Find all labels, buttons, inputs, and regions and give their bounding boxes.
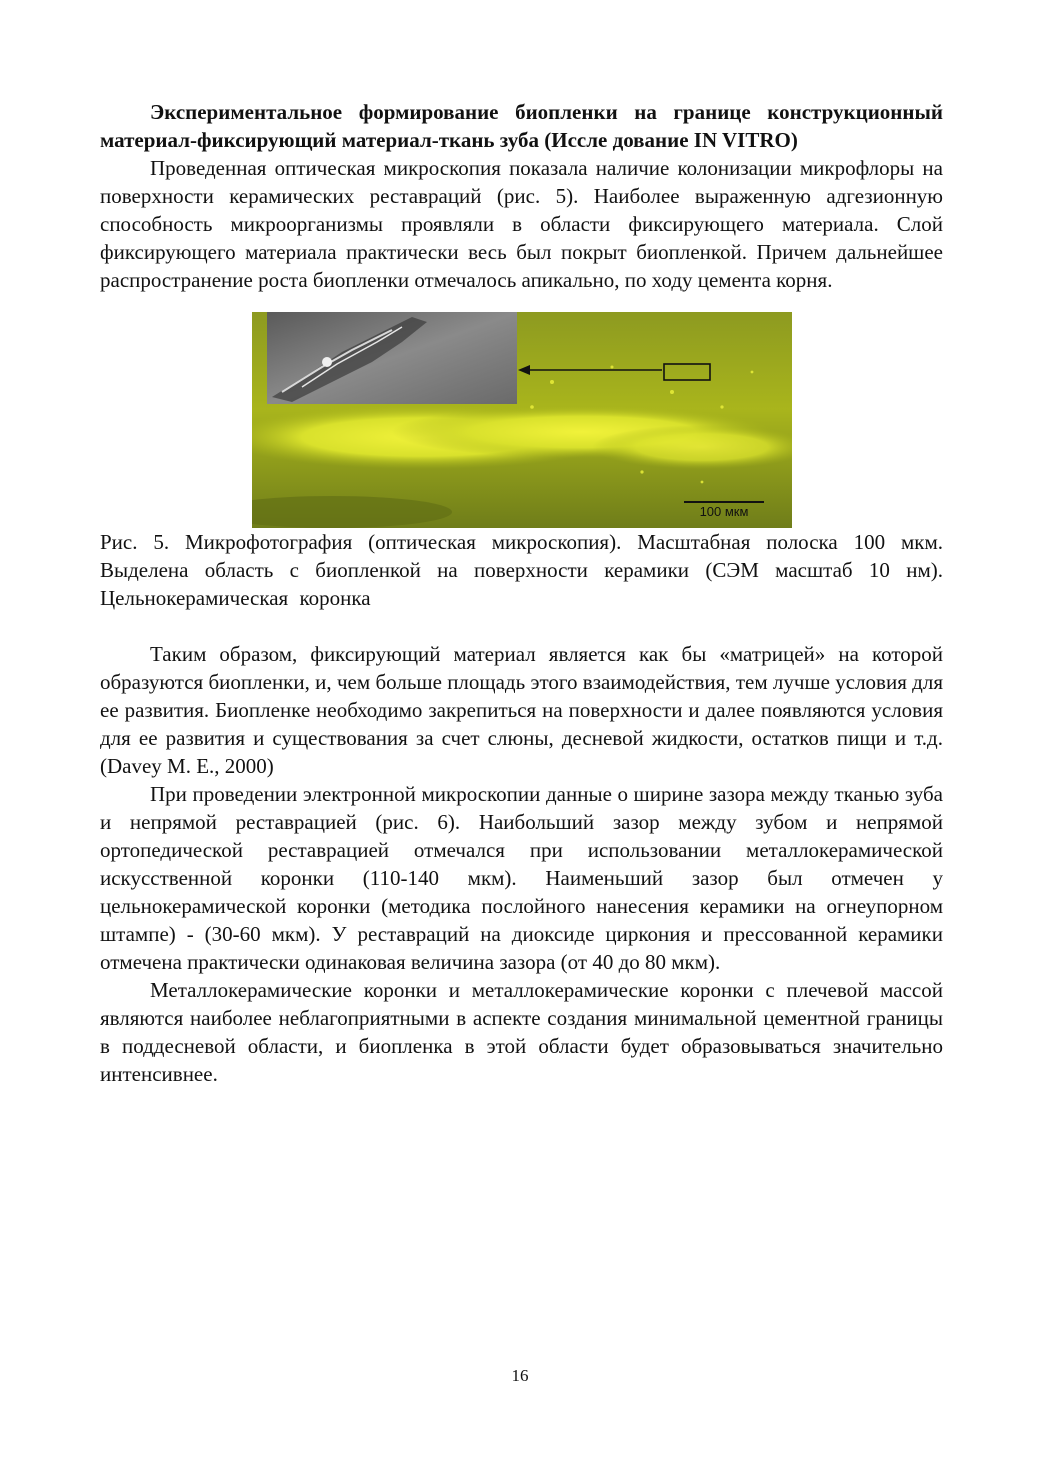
paragraph-microscopy: При проведении электронной микроскопии данные о ширине зазора между тканью зуба и непрямой реставрацией (рис. 6). Наибольший зазор между зубом и непрямой ортопедической реставрацией отмечался при использовании металлокерамической искусственной коронки (110-140 мкм). Наименьший зазор был отмечен у цельнокерамической коронки (методика послойного нанесения керамики на огнеупорном штампе) - (30-60 мкм). У реставраций на диоксиде циркония и прессованной керамики отмечена практически одинаковая величина зазора (от 40 до 80 мкм). [100, 782, 943, 974]
section-heading: Экспериментальное формирование биопленки на границе конструкционный материал-фиксирующий материал-ткань зуба (Иссле дование IN VITRO) [100, 100, 943, 152]
micrograph-figure [252, 312, 792, 528]
paragraph-intro: Проведенная оптическая микроскопия показала наличие колонизации микрофлоры на поверхности керамических реставраций (рис. 5). Наиболее выраженную адгезионную способность микроорганизмы проявляли в области фиксирующего материала. Слой фиксирующего материала практически весь был покрыт биопленкой. Причем дальнейшее распространение роста биопленки отмечалось апикально, по ходу цемента корня. [100, 156, 943, 292]
spacer [100, 612, 943, 640]
paragraph-conclusion: Таким образом, фиксирующий материал является как бы «матрицей» на которой образуются биопленки, и, чем больше площадь этого взаимодействия, тем лучше условия для ее развития. Биопленке необходимо закрепиться на поверхности и далее появляются условия для ее развития и существования за счет слюны, десневой жидкости, остатков пищи и т.д. (Davey M. E., 2000) [100, 642, 943, 778]
paragraph-crowns: Металлокерамические коронки и металлокерамические коронки с плечевой массой являются наиболее неблагоприятными в аспекте создания минимальной цементной границы в поддесневой области, и биопленка в этой области будет образовываться значительно интенсивнее. [100, 978, 943, 1086]
page-number: 16 [511, 1366, 529, 1385]
page-content [100, 98, 943, 1088]
scale-bar-label: 100 мкм [699, 504, 749, 519]
figure-caption: Рис. 5. Микрофотография (оптическая микроскопия). Масштабная полоска 100 мкм. Выделена область с биопленкой на поверхности керамики (СЭМ масштаб 10 нм). Цельнокерамическая коронка [100, 530, 943, 610]
micrograph-image [252, 312, 792, 528]
